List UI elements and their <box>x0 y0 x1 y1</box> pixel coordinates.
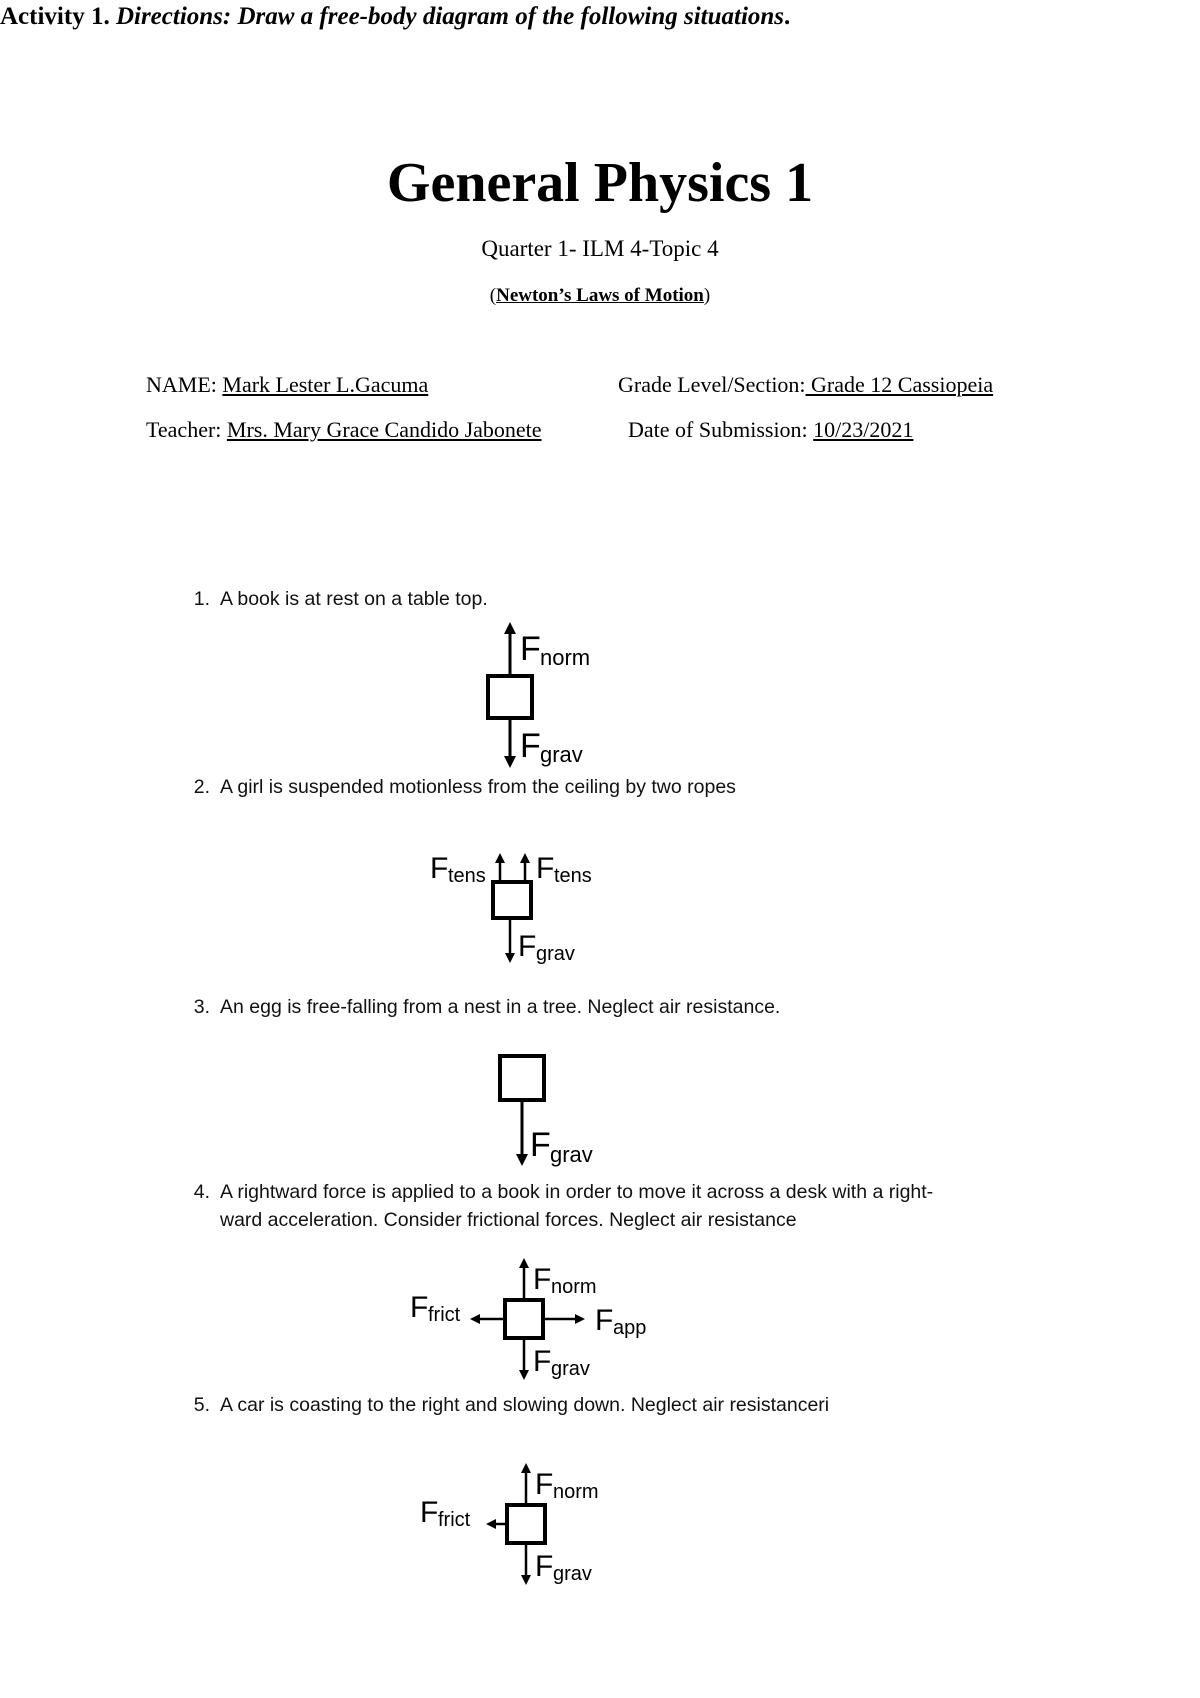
label-f: F <box>520 727 541 765</box>
date-value: 10/23/2021 <box>813 417 914 442</box>
label-grav: grav <box>540 742 583 767</box>
date-label: Date of Submission: <box>628 417 814 442</box>
force-arrow-normal <box>504 622 516 676</box>
label-tens: tens <box>554 865 592 887</box>
label-app: app <box>613 1317 647 1339</box>
item-text-line-1: A rightward force is applied to a book in order to move it across a desk with a right- <box>220 1181 934 1203</box>
item-number: 3. <box>193 996 210 1018</box>
label-grav: grav <box>550 1142 593 1167</box>
label-f: F <box>535 1550 554 1583</box>
force-arrow-friction <box>486 1519 507 1529</box>
item-number: 2. <box>193 776 210 798</box>
teacher-value: Mrs. Mary Grace Candido Jabonete <box>226 417 542 442</box>
object-box <box>493 882 531 918</box>
label-f: F <box>420 1496 439 1529</box>
grade-value: Grade 12 Cassiopeia <box>805 372 994 397</box>
label-frict: frict <box>438 1509 471 1531</box>
item-number: 4. <box>193 1181 210 1203</box>
object-box <box>500 1056 544 1100</box>
label-norm: norm <box>551 1276 597 1298</box>
label-f: F <box>536 852 555 885</box>
date-field <box>628 415 913 445</box>
item-number: 1. <box>193 588 210 610</box>
force-arrow-tension-right <box>520 853 530 882</box>
label-f: F <box>533 1345 552 1378</box>
force-arrow-applied <box>543 1314 585 1324</box>
name-value: Mark Lester L.Gacuma <box>222 372 429 397</box>
object-box <box>505 1300 543 1338</box>
list-item-4 <box>180 1178 1080 1236</box>
force-arrow-normal <box>519 1258 529 1300</box>
label-f: F <box>595 1304 614 1337</box>
force-arrow-gravity <box>504 718 516 768</box>
free-body-diagram-book-at-rest <box>470 620 630 770</box>
item-number: 5. <box>193 1394 210 1416</box>
label-grav: grav <box>536 943 575 965</box>
label-f: F <box>410 1291 429 1324</box>
object-box <box>488 676 532 718</box>
label-f: F <box>518 930 537 963</box>
label-grav: grav <box>553 1563 592 1585</box>
force-arrow-gravity <box>519 1338 529 1380</box>
force-arrow-gravity <box>521 1543 531 1585</box>
label-norm: norm <box>553 1481 599 1503</box>
activity-directions: Directions: Draw a free-body diagram of the following situations <box>115 3 785 30</box>
activity-label: Activity 1. <box>0 3 116 30</box>
label-f: F <box>430 852 449 885</box>
name-label: NAME: <box>146 372 223 397</box>
force-arrow-friction <box>470 1314 505 1324</box>
grade-label: Grade Level/Section: <box>618 372 806 397</box>
topic-open-paren: ( <box>489 285 497 306</box>
free-body-diagram-car-coasting <box>415 1460 615 1590</box>
activity-heading <box>0 0 1200 34</box>
list-item-5 <box>180 1391 1080 1421</box>
label-frict: frict <box>428 1304 461 1326</box>
topic-close-paren: ) <box>703 285 711 306</box>
topic-text: Newton’s Laws of Motion <box>496 285 704 306</box>
page-title: General Physics 1 <box>386 152 814 214</box>
item-text: A car is coasting to the right and slowing down. Neglect air resistanceri <box>220 1394 830 1416</box>
item-text: An egg is free-falling from a nest in a tree. Neglect air resistance. <box>220 996 781 1018</box>
label-grav: grav <box>551 1358 590 1380</box>
label-f: F <box>530 1126 551 1164</box>
force-arrow-gravity <box>505 918 515 963</box>
label-norm: norm <box>540 645 591 670</box>
force-arrow-normal <box>521 1463 531 1505</box>
label-f: F <box>520 630 541 668</box>
force-arrow-gravity <box>516 1100 528 1166</box>
activity-period: . <box>784 3 791 30</box>
force-arrow-tension-left <box>495 853 505 882</box>
object-box <box>507 1505 545 1543</box>
item-text: A girl is suspended motionless from the ceiling by two ropes <box>220 776 736 798</box>
name-field <box>146 370 428 400</box>
list-item-2 <box>180 773 1080 803</box>
label-f: F <box>535 1468 554 1501</box>
topic-heading <box>0 283 1200 309</box>
free-body-diagram-girl-suspended <box>430 850 610 970</box>
label-tens: tens <box>448 865 486 887</box>
list-item-3 <box>180 993 1080 1023</box>
free-body-diagram-book-pushed <box>405 1255 665 1385</box>
item-text-line-2: ward acceleration. Consider frictional forces. Neglect air resistance <box>220 1209 797 1231</box>
grade-field <box>618 370 993 400</box>
free-body-diagram-egg-falling <box>490 1050 630 1180</box>
teacher-field <box>146 415 542 445</box>
label-f: F <box>533 1263 552 1296</box>
teacher-label: Teacher: <box>146 417 227 442</box>
list-item-1 <box>180 585 1080 615</box>
item-text: A book is at rest on a table top. <box>220 588 488 610</box>
page-subtitle: Quarter 1- ILM 4-Topic 4 <box>481 236 719 261</box>
